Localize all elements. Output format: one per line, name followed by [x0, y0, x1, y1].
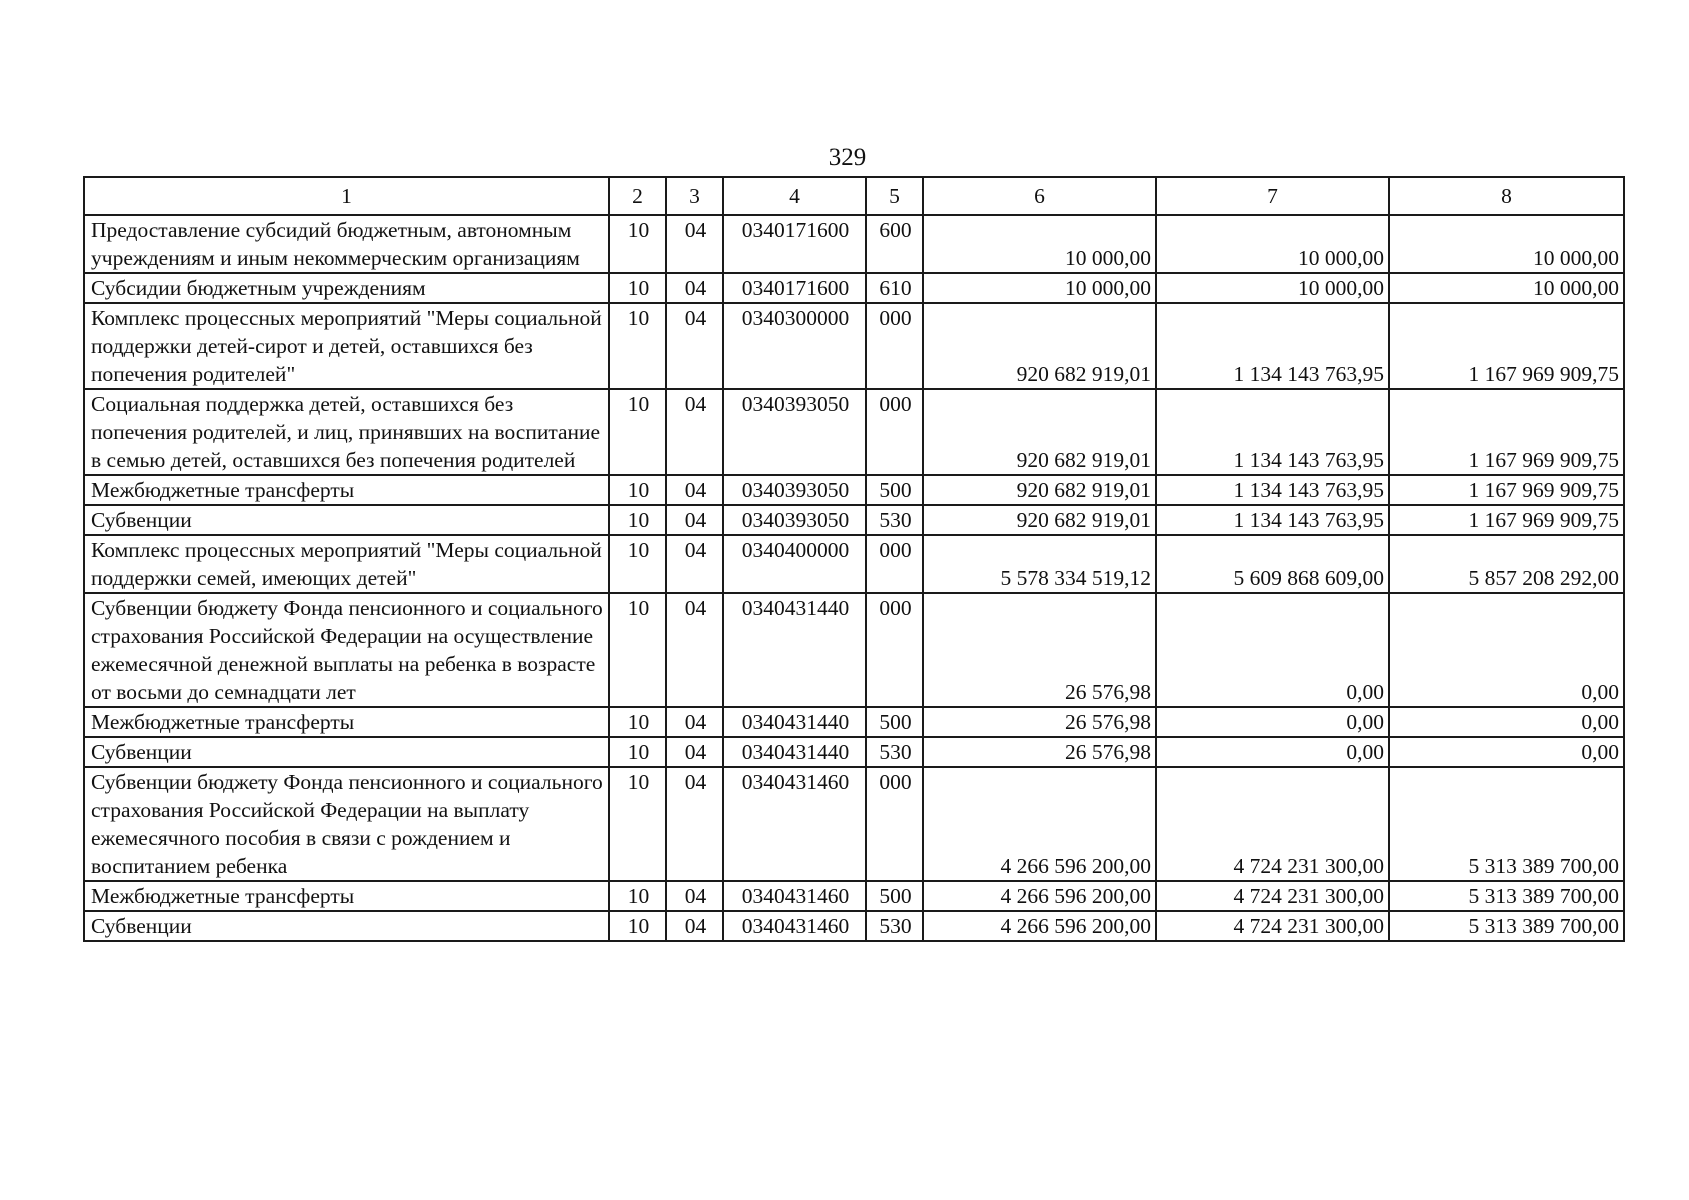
- row-section: 10: [609, 273, 666, 303]
- row-target-article: 0340171600: [723, 215, 866, 273]
- row-target-article: 0340171600: [723, 273, 866, 303]
- table-row: [84, 505, 1624, 535]
- row-subsection: 04: [666, 273, 723, 303]
- row-expense-type: 000: [866, 303, 923, 389]
- row-expense-type: 000: [866, 593, 923, 707]
- row-amount-col-7: 0,00: [1156, 737, 1389, 767]
- row-name: Межбюджетные трансферты: [84, 707, 609, 737]
- row-name: Субвенции: [84, 737, 609, 767]
- row-name: Субсидии бюджетным учреждениям: [84, 273, 609, 303]
- row-target-article: 0340393050: [723, 389, 866, 475]
- table-row: [84, 737, 1624, 767]
- header-col-8: 8: [1389, 177, 1624, 215]
- row-name: Субвенции: [84, 911, 609, 941]
- row-amount-col-8: 0,00: [1389, 593, 1624, 707]
- row-amount-col-7: 10 000,00: [1156, 215, 1389, 273]
- header-col-1: 1: [84, 177, 609, 215]
- row-amount-col-6: 920 682 919,01: [923, 505, 1156, 535]
- row-amount-col-7: 1 134 143 763,95: [1156, 389, 1389, 475]
- row-expense-type: 000: [866, 767, 923, 881]
- row-amount-col-8: 1 167 969 909,75: [1389, 475, 1624, 505]
- row-target-article: 0340300000: [723, 303, 866, 389]
- header-row: [84, 177, 1624, 215]
- row-section: 10: [609, 881, 666, 911]
- row-amount-col-6: 5 578 334 519,12: [923, 535, 1156, 593]
- row-subsection: 04: [666, 389, 723, 475]
- row-amount-col-8: 10 000,00: [1389, 273, 1624, 303]
- row-amount-col-8: 0,00: [1389, 707, 1624, 737]
- row-amount-col-7: 1 134 143 763,95: [1156, 303, 1389, 389]
- row-section: 10: [609, 505, 666, 535]
- row-name: Субвенции бюджету Фонда пенсионного и социального страхования Российской Федерации на осуществление ежемесячной денежной выплаты на ребенка в возрасте от восьми до семнадцати лет: [84, 593, 609, 707]
- table-row: [84, 593, 1624, 707]
- row-amount-col-6: 4 266 596 200,00: [923, 911, 1156, 941]
- row-expense-type: 500: [866, 707, 923, 737]
- row-subsection: 04: [666, 303, 723, 389]
- row-target-article: 0340431440: [723, 707, 866, 737]
- row-amount-col-8: 5 313 389 700,00: [1389, 881, 1624, 911]
- row-amount-col-8: 5 857 208 292,00: [1389, 535, 1624, 593]
- row-target-article: 0340431440: [723, 593, 866, 707]
- row-expense-type: 610: [866, 273, 923, 303]
- row-section: 10: [609, 535, 666, 593]
- row-target-article: 0340393050: [723, 475, 866, 505]
- header-col-4: 4: [723, 177, 866, 215]
- table-row: [84, 911, 1624, 941]
- row-section: 10: [609, 911, 666, 941]
- header-col-6: 6: [923, 177, 1156, 215]
- row-target-article: 0340431460: [723, 911, 866, 941]
- row-amount-col-8: 10 000,00: [1389, 215, 1624, 273]
- row-subsection: 04: [666, 707, 723, 737]
- row-amount-col-6: 26 576,98: [923, 707, 1156, 737]
- row-section: 10: [609, 767, 666, 881]
- table-row: [84, 215, 1624, 273]
- row-section: 10: [609, 475, 666, 505]
- table-row: [84, 389, 1624, 475]
- row-section: 10: [609, 737, 666, 767]
- row-section: 10: [609, 215, 666, 273]
- row-amount-col-8: 5 313 389 700,00: [1389, 767, 1624, 881]
- table-row: [84, 535, 1624, 593]
- table-row: [84, 273, 1624, 303]
- table-row: [84, 707, 1624, 737]
- row-amount-col-7: 0,00: [1156, 593, 1389, 707]
- row-name: Межбюджетные трансферты: [84, 881, 609, 911]
- row-target-article: 0340431440: [723, 737, 866, 767]
- row-target-article: 0340431460: [723, 767, 866, 881]
- table-row: [84, 881, 1624, 911]
- budget-table: [83, 176, 1625, 942]
- row-name: Субвенции: [84, 505, 609, 535]
- row-amount-col-8: 1 167 969 909,75: [1389, 505, 1624, 535]
- row-section: 10: [609, 303, 666, 389]
- header-col-7: 7: [1156, 177, 1389, 215]
- row-amount-col-6: 4 266 596 200,00: [923, 767, 1156, 881]
- row-subsection: 04: [666, 475, 723, 505]
- row-amount-col-8: 1 167 969 909,75: [1389, 303, 1624, 389]
- row-expense-type: 500: [866, 881, 923, 911]
- row-name: Комплекс процессных мероприятий "Меры социальной поддержки семей, имеющих детей": [84, 535, 609, 593]
- row-amount-col-7: 4 724 231 300,00: [1156, 881, 1389, 911]
- row-amount-col-6: 10 000,00: [923, 215, 1156, 273]
- row-amount-col-8: 1 167 969 909,75: [1389, 389, 1624, 475]
- row-section: 10: [609, 593, 666, 707]
- table-row: [84, 767, 1624, 881]
- row-amount-col-8: 5 313 389 700,00: [1389, 911, 1624, 941]
- row-amount-col-6: 10 000,00: [923, 273, 1156, 303]
- table-row: [84, 475, 1624, 505]
- row-expense-type: 000: [866, 389, 923, 475]
- row-name: Межбюджетные трансферты: [84, 475, 609, 505]
- row-subsection: 04: [666, 767, 723, 881]
- row-name: Социальная поддержка детей, оставшихся без попечения родителей, и лиц, принявших на воспитание в семью детей, оставшихся без попечения родителей: [84, 389, 609, 475]
- row-subsection: 04: [666, 215, 723, 273]
- row-section: 10: [609, 389, 666, 475]
- row-expense-type: 530: [866, 911, 923, 941]
- row-expense-type: 530: [866, 505, 923, 535]
- row-amount-col-6: 920 682 919,01: [923, 389, 1156, 475]
- row-name: Предоставление субсидий бюджетным, автономным учреждениям и иным некоммерческим организациям: [84, 215, 609, 273]
- row-amount-col-7: 10 000,00: [1156, 273, 1389, 303]
- row-target-article: 0340393050: [723, 505, 866, 535]
- row-amount-col-7: 4 724 231 300,00: [1156, 911, 1389, 941]
- row-amount-col-7: 1 134 143 763,95: [1156, 505, 1389, 535]
- row-amount-col-7: 0,00: [1156, 707, 1389, 737]
- row-subsection: 04: [666, 535, 723, 593]
- header-col-3: 3: [666, 177, 723, 215]
- row-amount-col-7: 4 724 231 300,00: [1156, 767, 1389, 881]
- row-amount-col-6: 26 576,98: [923, 593, 1156, 707]
- row-amount-col-8: 0,00: [1389, 737, 1624, 767]
- row-subsection: 04: [666, 505, 723, 535]
- row-expense-type: 000: [866, 535, 923, 593]
- table-row: [84, 303, 1624, 389]
- page-number-text: 329: [828, 144, 867, 171]
- row-amount-col-7: 1 134 143 763,95: [1156, 475, 1389, 505]
- row-subsection: 04: [666, 737, 723, 767]
- row-amount-col-6: 4 266 596 200,00: [923, 881, 1156, 911]
- header-col-5: 5: [866, 177, 923, 215]
- table-body: [84, 215, 1624, 941]
- row-subsection: 04: [666, 881, 723, 911]
- row-name: Субвенции бюджету Фонда пенсионного и социального страхования Российской Федерации на выплату ежемесячного пособия в связи с рождением и воспитанием ребенка: [84, 767, 609, 881]
- row-target-article: 0340400000: [723, 535, 866, 593]
- row-target-article: 0340431460: [723, 881, 866, 911]
- row-subsection: 04: [666, 593, 723, 707]
- row-expense-type: 600: [866, 215, 923, 273]
- row-amount-col-7: 5 609 868 609,00: [1156, 535, 1389, 593]
- row-amount-col-6: 920 682 919,01: [923, 303, 1156, 389]
- row-expense-type: 530: [866, 737, 923, 767]
- row-subsection: 04: [666, 911, 723, 941]
- row-section: 10: [609, 707, 666, 737]
- page-number: [0, 143, 1689, 173]
- row-expense-type: 500: [866, 475, 923, 505]
- row-amount-col-6: 26 576,98: [923, 737, 1156, 767]
- header-col-2: 2: [609, 177, 666, 215]
- row-amount-col-6: 920 682 919,01: [923, 475, 1156, 505]
- row-name: Комплекс процессных мероприятий "Меры социальной поддержки детей-сирот и детей, оставшихся без попечения родителей": [84, 303, 609, 389]
